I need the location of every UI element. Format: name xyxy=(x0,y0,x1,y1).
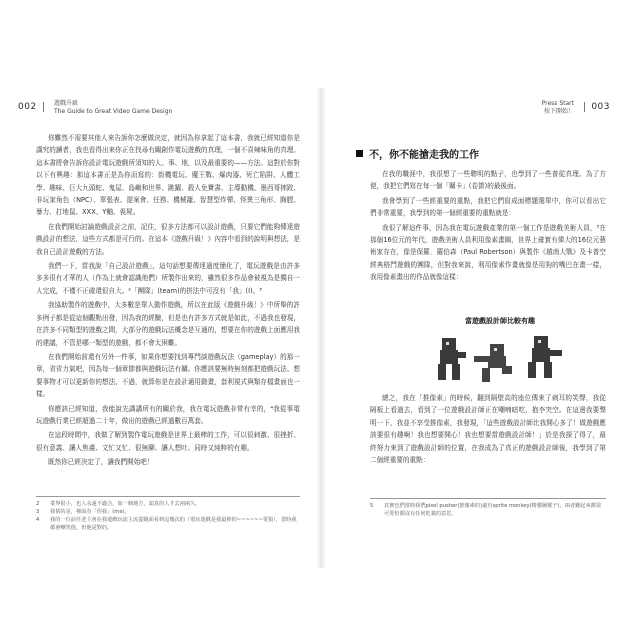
header-title: Press Start xyxy=(541,100,574,107)
header-title: 遊戲升級 xyxy=(54,100,79,107)
footnotes xyxy=(36,496,300,532)
footnote xyxy=(36,508,300,516)
footnote-number: 4 xyxy=(36,517,40,523)
pixel-robot-illustration xyxy=(430,328,570,388)
paragraph: 我會學到了一些經重要的重點，我把它們寫成面標題選單中，你可以看出它們非常重要，我學到的第一個經重要的重點就是： xyxy=(370,196,606,218)
paragraph: 我協助製作的遊戲中，大多數是單人動作遊戲，所以在此版《遊戲升級！》中所舉的許多例子都是從這個觀點出發，因為我的經驗，但是也有許多方式就是如此，不過我也發現，在許多不同類型的遊戲之間，大部分的遊戲玩法概念是互通的，想要在你的遊戲上面應用我的建議，不管是哪一類型的遊戲，都不會太困難。 xyxy=(36,301,300,347)
paragraph: 在我們開始前還有另外一件事，如果你想要找到專門談遊戲玩法（gameplay）的那一章，省省力氣吧，因為每一個章節都與遊戲玩法有關。你應該要無時無刻都把遊戲玩法、想要事物才可以更新你的想法，不過，就算你是在設計通用動畫，套利視式與類存檔畫面也一樣。 xyxy=(36,352,300,399)
footnote-number: 5 xyxy=(370,503,374,509)
header-subtitle: 按下開始！ xyxy=(543,108,574,115)
footnote-text: 其實也們當時我們pixel pusher(推像素的)還有sprite monkey(精靈圖猴子)，兩者聽起來都很可愛但都沒有任何貶義的意思。 xyxy=(384,503,602,517)
running-header xyxy=(54,100,172,122)
square-bullet-icon xyxy=(356,150,363,157)
paragraph: 在我們開始討論遊戲設計之前，記住，很多方法都可以設計遊戲，只要它們能夠傳達遊戲設計的想法，這些方式都是可行的。在這本《遊戲升級！》內容中看到的說明與想法，是我自己設計遊戲的方法。 xyxy=(36,222,300,256)
footnote-number: 3 xyxy=(36,509,40,515)
paragraph: 你應該已經知道，我能說先講講所有的關於我，我在電玩遊戲非常有幸的，⁴我從事電玩遊戲行業已經超過二十年，做出的遊戲已經過數百萬套。 xyxy=(36,404,300,425)
paragraph: 在這段時間中，我做了解到製作電玩遊戲是世界上最棒的工作，可以很刺激、很挫折、很有意義、讓人焦慮、文忙又忙、很無聊、讓人想吐、同時又純粹的有趣。 xyxy=(36,431,300,452)
body-text-upper xyxy=(370,168,606,286)
footnote xyxy=(36,516,300,532)
running-header xyxy=(542,100,574,122)
robot-sprite-icon xyxy=(528,336,562,378)
paragraph: 既然你已經決定了，讓我們開始吧！ xyxy=(48,458,154,467)
robot-sprite-icon xyxy=(474,344,512,382)
page-number: 002 xyxy=(18,102,44,112)
header-subtitle: The Guide to Great Video Game Design xyxy=(54,108,173,115)
section-heading xyxy=(356,146,479,161)
paragraph: 我們一下，當我說「自己設計遊戲」，這句話想要傳達過度簡化了，電玩遊戲是由許多多多很有才華的人（作為上就會認識他們）所製作出來的，雖然很多作品會被視為是獨自一人完成，不僅不正確還很自大。²「團隊」(team)的拼法中可沒有「我」(I)。³ xyxy=(36,262,300,295)
footnote-text: 我的一位前任老主會在我遊戲玩流主流從隨面看到這幾次的（電玩遊戲是我最棒的~~~~~~電狼），當時我都會嘲笑他，但他是對的。 xyxy=(50,517,297,531)
figure-caption: 當遊戲設計師比較有趣 xyxy=(465,317,535,325)
body-text-lower xyxy=(370,392,606,468)
paragraph: 總之，我在「推像素」的時候，翻到隔壁高的座位傳來了刺耳的笑聲，我從隔板上看過去，看到了一位遊戲設計師正在嘲喃暗吃，抱李突空。在這邊我要聲明一下，我並不享受推像素，我發現，「這些遊戲設計師比我開心多了！做遊戲應該要很有趣啊！我也想要開心！我也想要當遊戲設計師！」於是我探了得了，最終努力來到了遊戲設計師的位置，在我成為了真正的遊戲設計師後，我學到了第二個經重要的重點： xyxy=(370,394,606,465)
paragraph: 我很了解這件事，因為我在電玩遊戲產業的第一個工作是遊戲美術人員，⁵在那個16位元的年代，遊戲美術人員利用像素畫圖，世界上確實有偉大的16位元藝術家存在，像是保羅．羅伯森（Paul Robertson）與製作《越南大戰》及卡普空經典格鬥遊戲的團隊，但對我來說，利用像素作畫就像是用狗的嘴巴在畫一樣，我用像素畫出的作品就像這樣： xyxy=(370,223,606,282)
left-page xyxy=(14,88,312,568)
paragraph: 在我的職涯中，我很想了一些聰明的點子，也學到了一些普從真理。為了方便，我把它們寫在每一個「關卡」(卷節)的最後面。 xyxy=(370,170,606,191)
body-text xyxy=(36,132,300,471)
page-number: 003 xyxy=(584,102,610,112)
footnotes xyxy=(370,498,606,518)
footnote-text: 業界很小，也人永遠不適合，如一個地方，認真的人才去兩兩久。 xyxy=(50,501,201,507)
robot-sprite-icon xyxy=(438,338,466,380)
section-title: 不，你不能搶走我的工作 xyxy=(369,150,479,161)
footnote xyxy=(370,502,606,518)
book-gutter xyxy=(316,88,326,568)
paragraph: 你難然不需要其他人來告訴你怎麼做決定，就因為你拿起了這本書，我就已經知道你是講究的讀者，我也看得出來你正在找尋有關創作電玩遊戲的真理，一個不喜辣味角的真理。這本書將會告訴你設計電玩遊戲所須知的人、事、地，以及最重要的——方法。這對於你對以下有興趣：那這本書正是為你而寫的：街機電玩、魔王戰、爆肉器、死亡陷阱、人體工學、趣味、巨大九頭蛇、鬼屋、島嶼和世界、跳躍、殺人免寶書、主導動機、墨西哥摔跤、非玩家角色（NPC）、單張表、提案會、任務、機械籠、智慧型炸彈、怪異三角形、胸膛、暴力、打地鼠、XXX、Y軸、喪屍。 xyxy=(36,134,300,217)
footnote xyxy=(36,500,300,508)
footnote-text: 我猜的是，裡面有「你我」(me)。 xyxy=(50,509,130,515)
right-page xyxy=(330,88,628,568)
footnote-number: 2 xyxy=(36,501,40,507)
